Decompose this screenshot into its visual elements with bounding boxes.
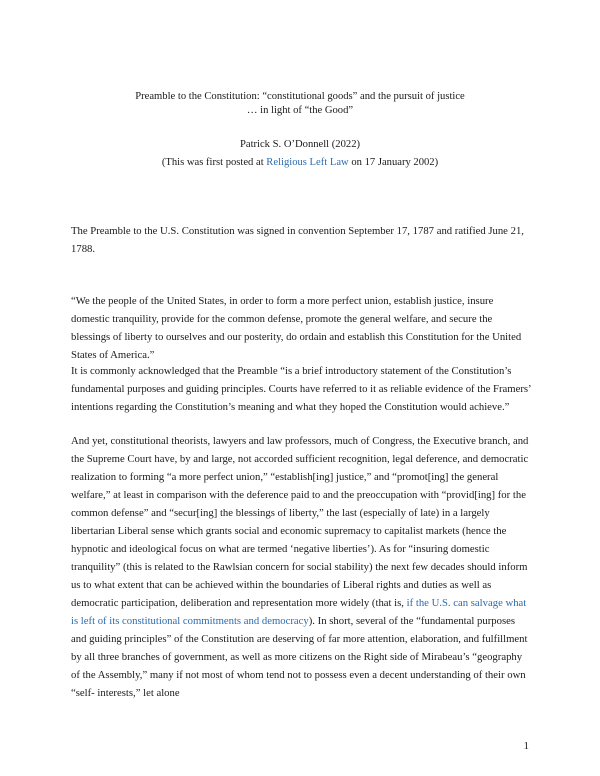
paragraph-and-yet [71,432,531,702]
paragraph-acknowledged: It is commonly acknowledged that the Preamble “is a brief introductory statement of the Constitution’s fundamental purposes and guiding principles. Courts have referred to it as reliable evidence of the Framers’ intentions regarding the Constitution’s meaning and what they hoped the Constitution would achieve.” [71,365,531,413]
title-line-1: Preamble to the Constitution: “constitutional goods” and the pursuit of justice [135,91,465,102]
author-line: Patrick S. O’Donnell (2022) [239,139,361,150]
salvage-democracy-link[interactable]: if the U.S. can salvage what is left of its constitutional commitments and democracy [71,597,527,627]
posted-line [0,156,600,170]
paragraph-preamble-quote: “We the people of the United States, in order to form a more perfect union, establish justice, insure domestic tranquility, provide for the common defense, promote the general welfare, and secure the blessings of liberty to ourselves and our posterity, do ordain and establish this Constitution for the United States of America.” [71,295,522,361]
posted-suffix: on 17 January 2002) [348,157,439,168]
paragraph-and-yet-part2: ). In short, several of the “fundamental purposes and guiding principles” of the Constitution are deserving of far more attention, elaboration, and fulfillment by all three branches of government, as well as more citizens on the Right side of Mirabeau’s “geography of the Assembly,” many if not most of whom tend not to possess even a decent understanding of their own “self- interests,” let alone [71,615,528,699]
paragraph-and-yet-part1: And yet, constitutional theorists, lawyers and law professors, much of Congress, the Executive branch, and the Supreme Court have, by and large, not accorded sufficient recognition, legal deference, and democratic realization to forming “a more perfect union,” “establish[ing] justice,” and “promot[ing] the general welfare,” at least in comparison with the deference paid to and the preoccupation with “provid[ing] for the common defense” and “secur[ing] the blessings of liberty,” the last (especially of late) in a largely libertarian Liberal sense which grants social and economic supremacy to capitalist markets (hence the hypnotic and ideological focus on what are termed ‘negative liberties’). As for “insuring domestic tranquility” (this is related to the Rawlsian concern for social stability) the next few decades should inform us to what extent that can be achieved within the boundaries of Liberal rights and duties as well as democratic participation, deliberation and representation more widely (that is, [71,435,529,609]
posted-prefix: (This was first posted at [161,157,267,168]
paragraph-signing: The Preamble to the U.S. Constitution was signed in convention September 17, 1787 and ratified June 21, 1788. [71,225,524,255]
page-number: 1 [523,740,529,752]
religious-left-law-link[interactable]: Religious Left Law [266,157,349,168]
title-line-2: … in light of “the Good” [246,105,354,116]
